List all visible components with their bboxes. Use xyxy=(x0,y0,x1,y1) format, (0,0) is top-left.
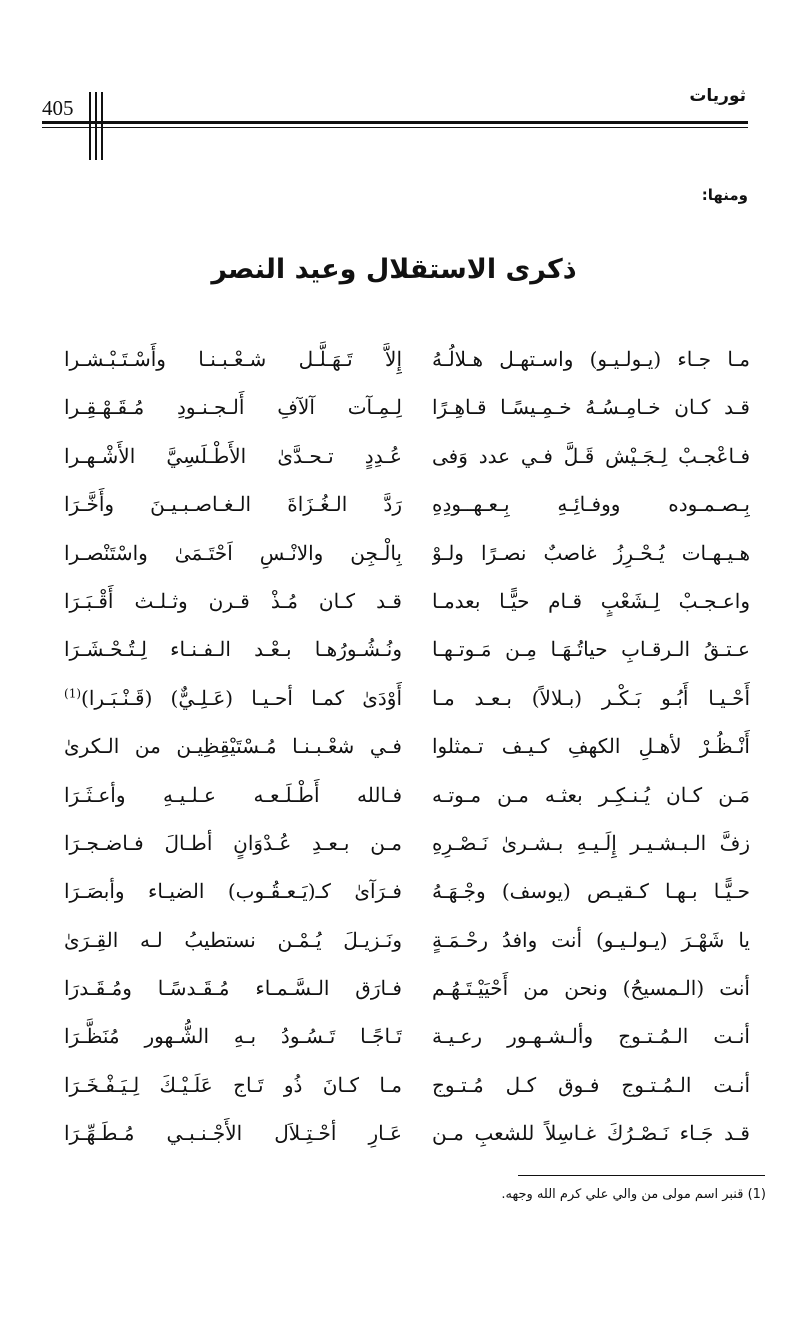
verse-text: ونَـزيـلَ يُـمْـن نستطيبُ لـه القِـرَىٰ xyxy=(64,927,402,952)
verse-text: مـا كـانَ ذُو تَـاج عَلَـيْـكَ لِـيَـفْـخَـرَا xyxy=(64,1072,402,1097)
verse-line xyxy=(432,722,750,770)
verse-text: تَـاجًـا تَـسُـودُ بـهِ الشُّـهور مُنَظَّـرَا xyxy=(64,1024,402,1049)
verse-line xyxy=(64,432,402,480)
verse-line xyxy=(432,1061,750,1109)
verse-line xyxy=(432,383,750,431)
verse-line xyxy=(432,819,750,867)
verse-text: حـيًّـا بـهـا كـقيـص (يوسف) وجْـهَـهُ xyxy=(432,879,750,904)
page-number: 405 xyxy=(42,96,74,120)
verse-line xyxy=(64,1012,402,1060)
verse-text: أَحْـيـا أَبُـو بَـكْـر (بـلالاً) بـعـد مـا xyxy=(432,685,750,710)
verse-line xyxy=(432,335,750,383)
intro-text: ومنها: xyxy=(701,186,748,204)
header-ornament-bar xyxy=(95,92,97,160)
verse-line xyxy=(432,577,750,625)
verse-line xyxy=(432,867,750,915)
verse-line xyxy=(64,577,402,625)
verse-line xyxy=(64,722,402,770)
verse-text: قـد جَـاء نَـصْـرُكَ غـاسِلاً للشعبِ مـن xyxy=(432,1121,750,1146)
verse-text: بِالْـجِن والانْـسِ اَحْتَـمَىٰ واسْتَنْصـرا xyxy=(64,540,402,565)
verse-text: أنت (الـمسيحُ) ونحن من أَحْيَيْـتَـهُـم xyxy=(432,976,750,1001)
verse-line xyxy=(432,964,750,1012)
verse-text: يا شَهْـرَ (يـولـيـو) أنت وافدُ رحْـمَـةٍ xyxy=(432,927,750,952)
verse-text: أَوْدَىٰ كمـا أحـيـا (عَـلِـيٌّ) (قَـنْـبَـرا) xyxy=(81,685,402,710)
verse-line xyxy=(64,383,402,431)
verse-text: أَنْـظُـرْ لأهـلِ الكهفِ كـيـف تـمثلوا xyxy=(432,734,750,759)
poem-title: ذكرى الاستقلال وعيد النصر xyxy=(211,254,577,285)
verse-text: أنـت الـمُـتـوج وألـشـهـور رعـيـة xyxy=(432,1024,750,1049)
verse-text: عـتـقُ الـرقـابِ حياتُـهَـا مِـن مَـوتـهـا xyxy=(432,637,750,662)
footnote-marker: (1) xyxy=(64,686,82,701)
verse-line xyxy=(64,867,402,915)
verse-text: مـا جـاء (يـولـيـو) واسـتهـل هـلالُـهُ xyxy=(432,347,750,371)
verse-text: بِـصـمـوده ووفـائِـهِ بِـعـهــودِهِ xyxy=(432,492,750,517)
verse-line xyxy=(64,1061,402,1109)
verse-text: مَـن كـان يُـنـكِـر بعثـه مـن مـوتـه xyxy=(432,782,750,807)
verse-line xyxy=(64,771,402,819)
header-ornament-bar xyxy=(101,92,103,160)
verse-line xyxy=(432,1109,750,1157)
verse-line xyxy=(432,916,750,964)
verse-text: ونُـشُـورُهـا بـعْـد الـفـنـاء لِـتُـحْـشَـرَا xyxy=(64,637,402,662)
verse-line xyxy=(64,674,402,722)
verse-text: عُـدِدٍ تـحـدَّىٰ الأَطْـلَسِيَّ الأَشْـهـرا xyxy=(64,443,402,468)
verse-text: لِـمِـآت آلآفِ أَلـجـنـودِ مُـقَـهْـقِـرا xyxy=(64,395,402,420)
verse-line xyxy=(432,771,750,819)
verse-line xyxy=(432,674,750,722)
poem-first-hemistichs xyxy=(432,335,750,1158)
verse-text: إِلاَّ تَـهَـلَّـل شـعْـبـنـا وأَسْـتَـبْـشـرا xyxy=(64,347,402,371)
verse-line xyxy=(64,529,402,577)
verse-line xyxy=(64,916,402,964)
verse-line xyxy=(432,625,750,673)
verse-text: رَدَّ الـغُـزَاةَ الـغـاصـبـيـنَ وأَخَّـرَا xyxy=(64,492,402,517)
verse-line xyxy=(64,625,402,673)
verse-line xyxy=(64,1109,402,1157)
header-ornament-bar xyxy=(89,92,91,160)
verse-line xyxy=(64,480,402,528)
verse-text: مـن بـعـدِ عُـدْوَانٍ أطـالَ فـاضـجـرَا xyxy=(64,830,402,855)
verse-line xyxy=(432,480,750,528)
verse-line xyxy=(432,1012,750,1060)
verse-text: واعـجـبْ لِـشَعْبٍ قـام حيًّـا بعدمـا xyxy=(432,588,750,613)
verse-text: قـد كـان مُـذْ قـرن وثـلـث أَقْـبَـرَا xyxy=(64,588,402,613)
footnote: (1) قنبر اسم مولى من والي علي كرم الله وجهه. xyxy=(501,1187,766,1202)
verse-line xyxy=(432,432,750,480)
verse-text: فـاعْجـبْ لِـجَـيْش قَـلَّ فـي عدد وَفى xyxy=(432,443,750,468)
verse-text: قـد كـان خـامِـسُـهُ خـمِـيسًـا قـاهِـرًا xyxy=(432,395,750,420)
verse-line xyxy=(432,529,750,577)
verse-line xyxy=(64,335,402,383)
verse-text: زفَّ الـبـشـيـر إِلَـيـهِ بـشـرىٰ نَـصْـرِهِ xyxy=(432,830,750,855)
verse-text: فـارَق الـسَّـمـاء مُـقَـدسًـا ومُـقَـدرَا xyxy=(64,976,402,1001)
running-header-title: ثوريات xyxy=(689,86,746,106)
header-rule-thin xyxy=(42,127,748,128)
verse-text: فـرَآىٰ كـ(يَـعـقُـوب) الضيـاء وأبصَـرَا xyxy=(64,879,402,904)
verse-text: عَـارِ أحْـتِـلاَل الأَجْـنـبـي مُـطَـهِّـرَا xyxy=(64,1121,402,1146)
header-rule-thick xyxy=(42,121,748,124)
verse-text: هـيـهـات يُـحْـرِزُ غاصبٌ نصـرًا ولـوْ xyxy=(432,540,750,565)
footnote-rule xyxy=(518,1175,765,1176)
verse-text: فـالله أَطْـلَـعـه عـلـيـهِ وأعـثَـرَا xyxy=(64,782,402,807)
verse-line xyxy=(64,964,402,1012)
verse-text: فـي شعْـبـنـا مُـسْتَيْقِظِيـن من الـكرىٰ xyxy=(64,734,402,759)
verse-line xyxy=(64,819,402,867)
poem-second-hemistichs xyxy=(64,335,402,1158)
verse-text: أنـت الـمُـتـوج فـوق كـل مُـتـوج xyxy=(432,1072,750,1097)
